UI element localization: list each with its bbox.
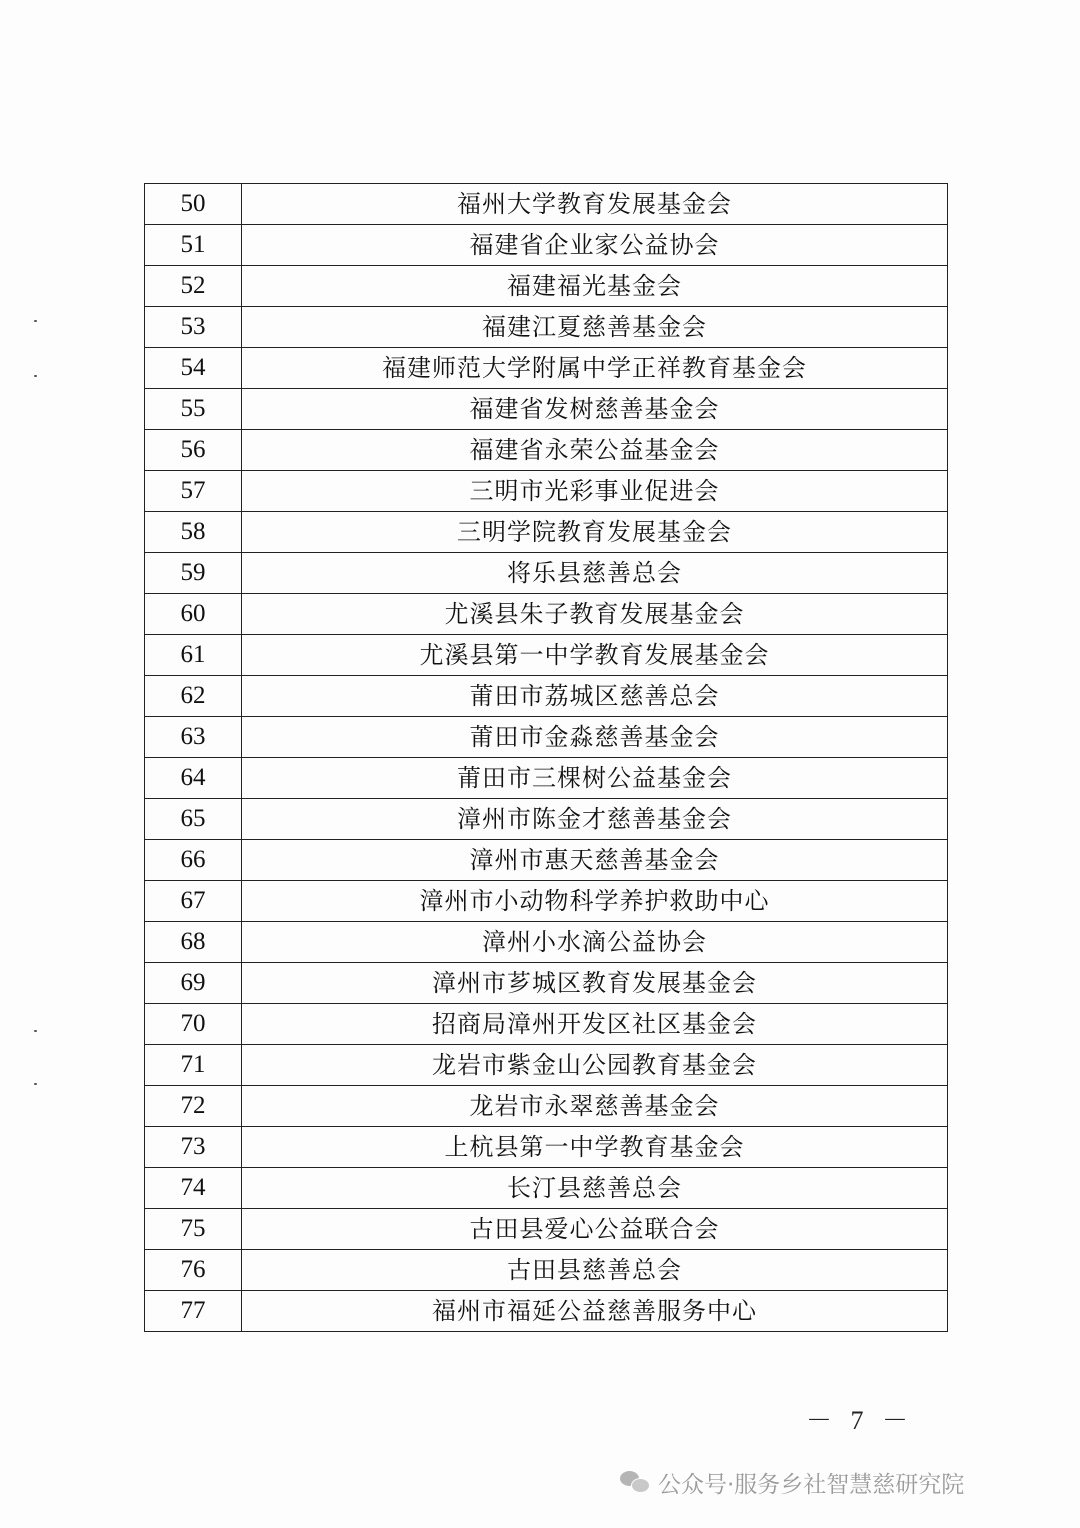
table-row [145,1168,948,1209]
organization-name: 福州市福延公益慈善服务中心 [242,1291,948,1332]
row-number: 61 [145,635,242,676]
row-number: 76 [145,1250,242,1291]
organization-name: 三明学院教育发展基金会 [242,512,948,553]
table-row [145,963,948,1004]
organization-name: 上杭县第一中学教育基金会 [242,1127,948,1168]
row-number: 59 [145,553,242,594]
row-number: 70 [145,1004,242,1045]
table-row [145,922,948,963]
organization-name: 莆田市三棵树公益基金会 [242,758,948,799]
organization-name: 尤溪县第一中学教育发展基金会 [242,635,948,676]
row-number: 57 [145,471,242,512]
organization-name: 古田县爱心公益联合会 [242,1209,948,1250]
wechat-icon [620,1469,650,1495]
row-number: 71 [145,1045,242,1086]
table-row [145,389,948,430]
table-row [145,1209,948,1250]
row-number: 74 [145,1168,242,1209]
table-row [145,1086,948,1127]
organization-name: 福建江夏慈善基金会 [242,307,948,348]
table-row [145,758,948,799]
table-row [145,799,948,840]
organization-name: 古田县慈善总会 [242,1250,948,1291]
table-row [145,512,948,553]
table-row [145,348,948,389]
organization-name: 福建省企业家公益协会 [242,225,948,266]
table-row [145,430,948,471]
watermark-text: 公众号·服务乡社智慧慈研究院 [658,1471,965,1498]
organization-name: 招商局漳州开发区社区基金会 [242,1004,948,1045]
row-number: 54 [145,348,242,389]
table-row [145,553,948,594]
table-row [145,881,948,922]
organization-name: 福建省发树慈善基金会 [242,389,948,430]
table-row [145,594,948,635]
table-row [145,1045,948,1086]
organization-name: 尤溪县朱子教育发展基金会 [242,594,948,635]
table-row [145,1291,948,1332]
page-number: － 7 － [805,1406,914,1435]
row-number: 58 [145,512,242,553]
organization-name: 龙岩市永翠慈善基金会 [242,1086,948,1127]
row-number: 50 [145,184,242,225]
table-row [145,635,948,676]
row-number: 72 [145,1086,242,1127]
organization-name: 莆田市荔城区慈善总会 [242,676,948,717]
organization-name: 将乐县慈善总会 [242,553,948,594]
row-number: 69 [145,963,242,1004]
row-number: 60 [145,594,242,635]
organization-name: 漳州市陈金才慈善基金会 [242,799,948,840]
scan-speck [34,375,37,377]
organization-name: 漳州市小动物科学养护救助中心 [242,881,948,922]
row-number: 77 [145,1291,242,1332]
table-row [145,1127,948,1168]
row-number: 67 [145,881,242,922]
table-row [145,307,948,348]
row-number: 75 [145,1209,242,1250]
row-number: 55 [145,389,242,430]
organization-name: 三明市光彩事业促进会 [242,471,948,512]
table-row [145,1004,948,1045]
organization-name: 福建师范大学附属中学正祥教育基金会 [242,348,948,389]
row-number: 63 [145,717,242,758]
scan-speck [34,320,37,322]
row-number: 56 [145,430,242,471]
table-row [145,676,948,717]
row-number: 73 [145,1127,242,1168]
row-number: 68 [145,922,242,963]
organization-name: 长汀县慈善总会 [242,1168,948,1209]
row-number: 65 [145,799,242,840]
scan-speck [34,1030,37,1032]
table-row [145,1250,948,1291]
organization-name: 漳州小水滴公益协会 [242,922,948,963]
organization-table-container [144,183,948,1332]
watermark [620,1462,964,1502]
table-row [145,225,948,266]
organization-name: 龙岩市紫金山公园教育基金会 [242,1045,948,1086]
row-number: 62 [145,676,242,717]
organization-name: 漳州市芗城区教育发展基金会 [242,963,948,1004]
organization-name: 漳州市惠天慈善基金会 [242,840,948,881]
organization-name: 莆田市金淼慈善基金会 [242,717,948,758]
row-number: 51 [145,225,242,266]
scan-speck [34,1083,37,1085]
table-row [145,184,948,225]
row-number: 52 [145,266,242,307]
organization-name: 福建省永荣公益基金会 [242,430,948,471]
organization-table-body [145,184,948,1332]
table-row [145,717,948,758]
row-number: 53 [145,307,242,348]
organization-name: 福州大学教育发展基金会 [242,184,948,225]
table-row [145,471,948,512]
organization-table [144,183,948,1332]
table-row [145,840,948,881]
row-number: 64 [145,758,242,799]
row-number: 66 [145,840,242,881]
table-row [145,266,948,307]
organization-name: 福建福光基金会 [242,266,948,307]
